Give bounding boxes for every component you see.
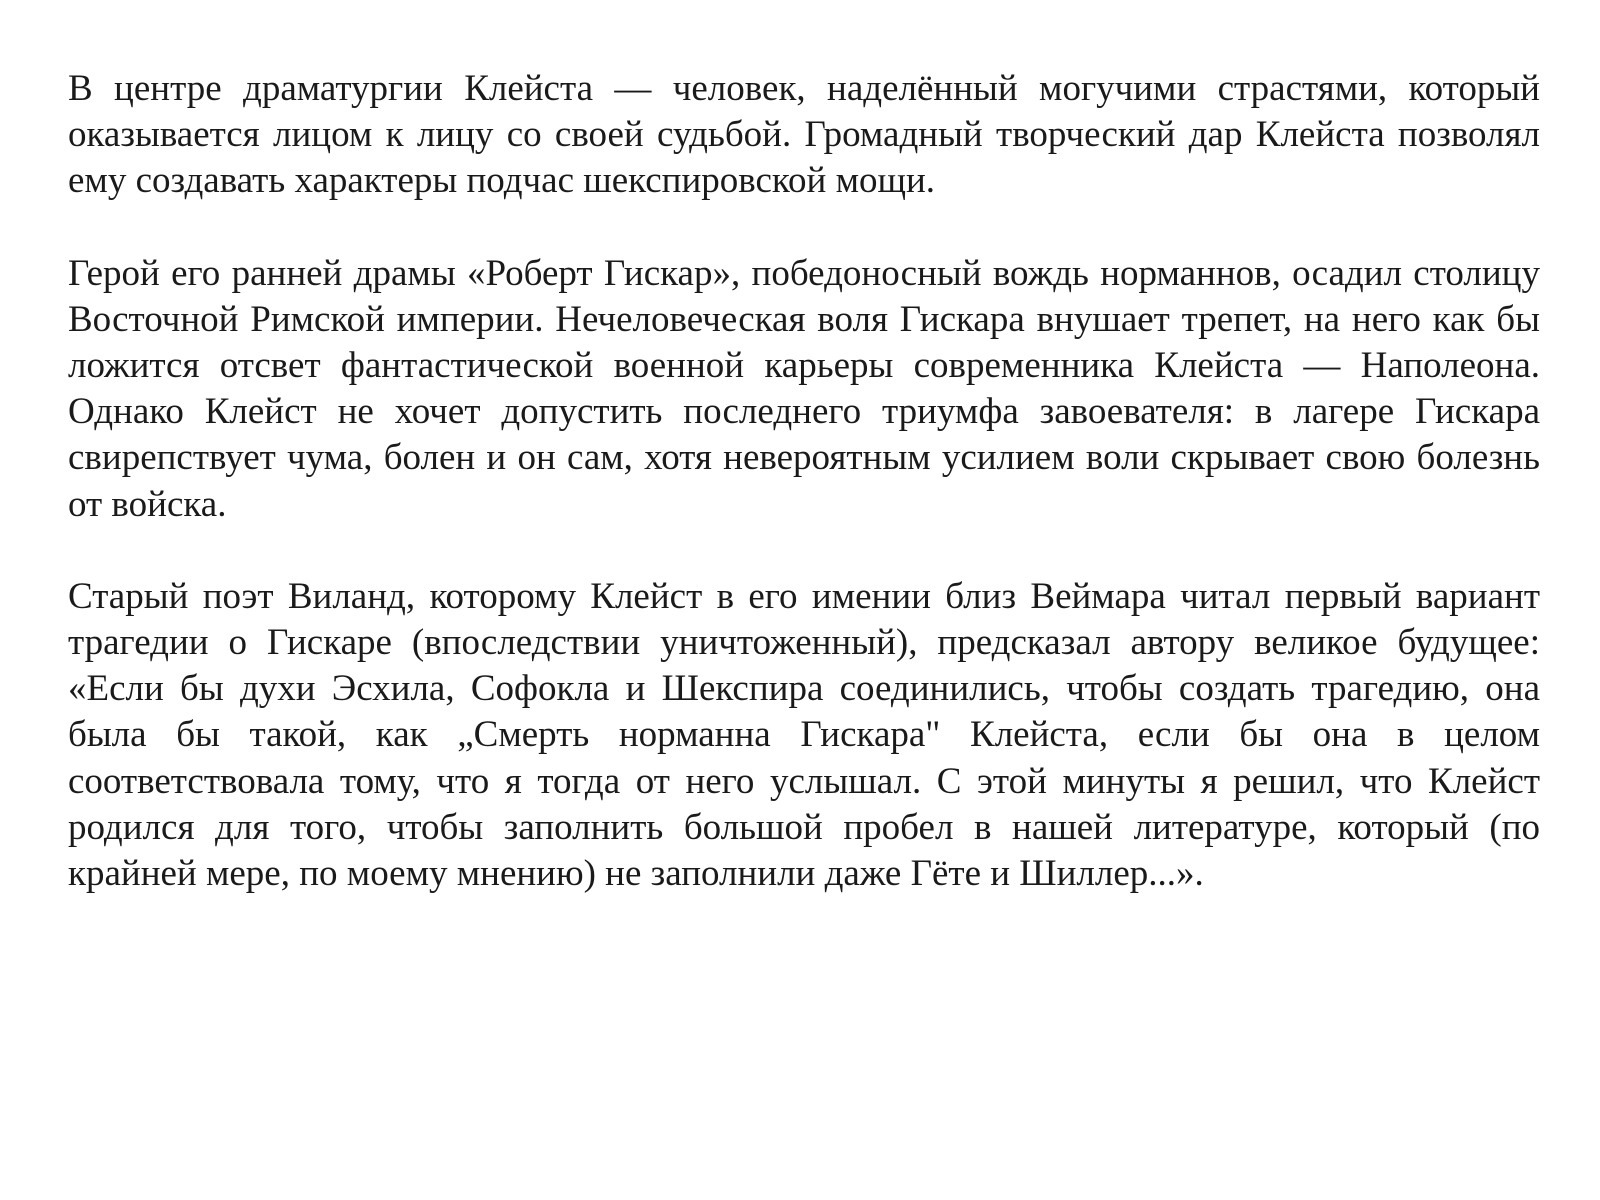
- document-body: [68, 66, 1540, 943]
- paragraph-kleist-drama-center: В центре драматургии Клейста — человек, наделённый могучими страстями, который оказывается лицом к лицу со своей судьбой. Громадный творческий дар Клейста позволял ему создавать характеры подчас шекспировской мощи.: [68, 68, 1540, 202]
- paragraph-wieland-prediction: Старый поэт Виланд, которому Клейст в его имении близ Веймара читал первый вариант трагедии о Гискаре (впоследствии уничтоженный), предсказал автору великое будущее: «Если бы духи Эсхила, Софокла и Шекспира соединились, чтобы создать трагедию, она была бы такой, как „Смерть норманна Гискара" Клейста, если бы она в целом соответствовала тому, что я тогда от него услышал. С этой минуты я решил, что Клейст родился для того, чтобы заполнить большой пробел в нашей литературе, который (по крайней мере, по моему мнению) не заполнили даже Гёте и Шиллер...».: [68, 575, 1540, 895]
- paragraph-robert-guiscard: Герой его ранней драмы «Роберт Гискар», победоносный вождь норманнов, осадил столицу Восточной Римской империи. Нечеловеческая воля Гискара внушает трепет, на него как бы ложится отсвет фантастической военной карьеры современника Клейста — Наполеона. Однако Клейст не хочет допустить последнего триумфа завоевателя: в лагере Гискара свирепствует чума, болен и он сам, хотя невероятным усилием воли скрывает свою болезнь от войска.: [68, 252, 1540, 525]
